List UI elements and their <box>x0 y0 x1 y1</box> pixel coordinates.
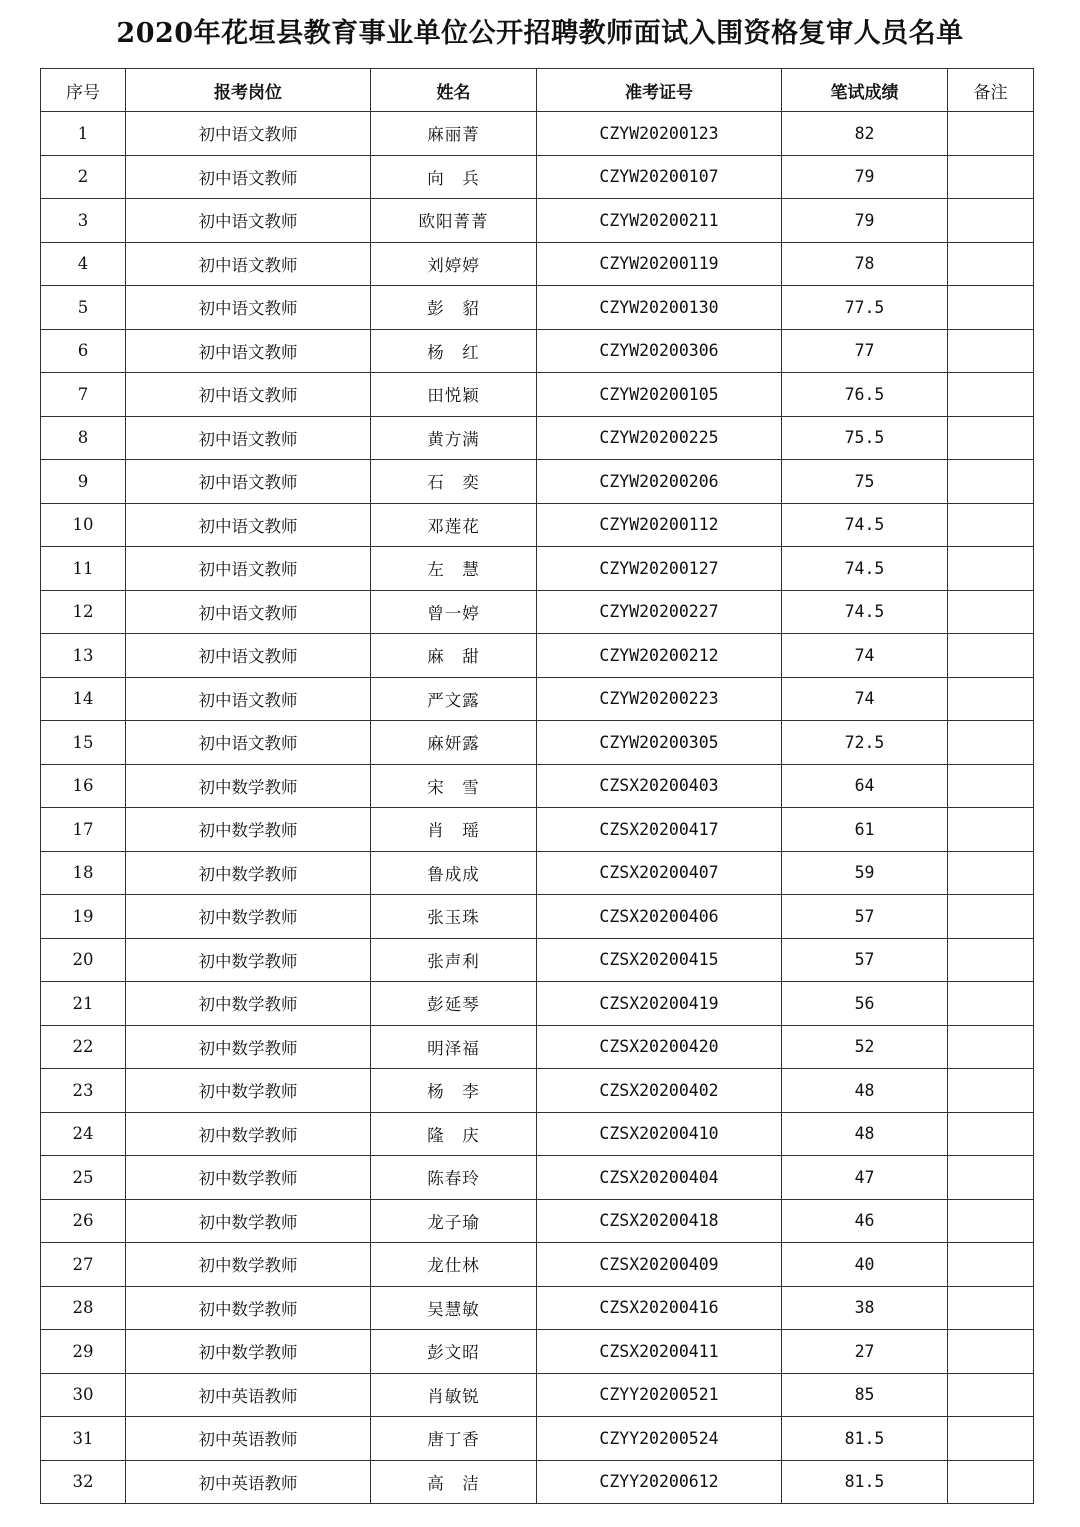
table-row <box>41 721 1034 765</box>
remark-cell <box>948 590 1034 634</box>
remark-cell <box>948 242 1034 286</box>
remark-cell <box>948 329 1034 373</box>
remark-cell <box>948 895 1034 939</box>
score-cell: 76.5 <box>782 373 948 417</box>
seq-cell: 15 <box>41 721 126 765</box>
score-cell: 77.5 <box>782 286 948 330</box>
exam-id-cell: CZYW20200119 <box>537 242 782 286</box>
score-cell: 74 <box>782 634 948 678</box>
remark-cell <box>948 286 1034 330</box>
name-cell: 向 兵 <box>371 155 537 199</box>
position-cell: 初中数学教师 <box>126 938 371 982</box>
score-cell: 56 <box>782 982 948 1026</box>
table-row <box>41 503 1034 547</box>
position-cell: 初中数学教师 <box>126 808 371 852</box>
remark-cell <box>948 1460 1034 1504</box>
remark-cell <box>948 1373 1034 1417</box>
seq-cell: 14 <box>41 677 126 721</box>
remark-cell <box>948 1156 1034 1200</box>
table-row <box>41 1156 1034 1200</box>
table-row <box>41 982 1034 1026</box>
table-row <box>41 1025 1034 1069</box>
name-cell: 张玉珠 <box>371 895 537 939</box>
score-cell: 61 <box>782 808 948 852</box>
remark-cell <box>948 112 1034 156</box>
position-cell: 初中数学教师 <box>126 1286 371 1330</box>
name-cell: 隆 庆 <box>371 1112 537 1156</box>
name-cell: 欧阳菁菁 <box>371 199 537 243</box>
seq-cell: 8 <box>41 416 126 460</box>
position-cell: 初中数学教师 <box>126 764 371 808</box>
remark-cell <box>948 503 1034 547</box>
score-cell: 81.5 <box>782 1417 948 1461</box>
score-cell: 74.5 <box>782 503 948 547</box>
position-cell: 初中语文教师 <box>126 199 371 243</box>
name-cell: 麻 甜 <box>371 634 537 678</box>
table-row <box>41 547 1034 591</box>
exam-id-cell: CZYW20200227 <box>537 590 782 634</box>
table-row <box>41 1286 1034 1330</box>
exam-id-cell: CZSX20200402 <box>537 1069 782 1113</box>
exam-id-cell: CZYW20200225 <box>537 416 782 460</box>
remark-cell <box>948 199 1034 243</box>
table-row <box>41 851 1034 895</box>
remark-cell <box>948 1330 1034 1374</box>
seq-cell: 28 <box>41 1286 126 1330</box>
name-cell: 左 慧 <box>371 547 537 591</box>
exam-id-cell: CZYW20200107 <box>537 155 782 199</box>
score-cell: 72.5 <box>782 721 948 765</box>
score-cell: 27 <box>782 1330 948 1374</box>
score-cell: 79 <box>782 199 948 243</box>
position-cell: 初中数学教师 <box>126 1199 371 1243</box>
score-cell: 75.5 <box>782 416 948 460</box>
exam-id-cell: CZYW20200206 <box>537 460 782 504</box>
score-cell: 74.5 <box>782 547 948 591</box>
score-cell: 52 <box>782 1025 948 1069</box>
name-cell: 曾一婷 <box>371 590 537 634</box>
name-cell: 肖敏锐 <box>371 1373 537 1417</box>
position-cell: 初中数学教师 <box>126 1025 371 1069</box>
name-cell: 严文露 <box>371 677 537 721</box>
seq-cell: 22 <box>41 1025 126 1069</box>
position-cell: 初中语文教师 <box>126 155 371 199</box>
exam-id-cell: CZSX20200416 <box>537 1286 782 1330</box>
table-row <box>41 1112 1034 1156</box>
name-cell: 杨 李 <box>371 1069 537 1113</box>
exam-id-cell: CZYY20200521 <box>537 1373 782 1417</box>
score-cell: 79 <box>782 155 948 199</box>
table-row <box>41 1330 1034 1374</box>
table-row <box>41 373 1034 417</box>
position-cell: 初中语文教师 <box>126 547 371 591</box>
seq-cell: 25 <box>41 1156 126 1200</box>
seq-cell: 19 <box>41 895 126 939</box>
name-cell: 麻丽菁 <box>371 112 537 156</box>
name-cell: 彭 貂 <box>371 286 537 330</box>
seq-cell: 20 <box>41 938 126 982</box>
position-cell: 初中数学教师 <box>126 982 371 1026</box>
position-cell: 初中语文教师 <box>126 373 371 417</box>
exam-id-cell: CZYW20200123 <box>537 112 782 156</box>
seq-cell: 2 <box>41 155 126 199</box>
position-cell: 初中数学教师 <box>126 895 371 939</box>
seq-cell: 16 <box>41 764 126 808</box>
table-row <box>41 634 1034 678</box>
exam-id-cell: CZSX20200415 <box>537 938 782 982</box>
remark-cell <box>948 1243 1034 1287</box>
header-seq: 序号 <box>41 69 126 112</box>
name-cell: 田悦颖 <box>371 373 537 417</box>
remark-cell <box>948 547 1034 591</box>
page-title: 2020年花垣县教育事业单位公开招聘教师面试入围资格复审人员名单 <box>116 18 964 49</box>
header-exam-id: 准考证号 <box>537 69 782 112</box>
table-row <box>41 590 1034 634</box>
name-cell: 明泽福 <box>371 1025 537 1069</box>
exam-id-cell: CZSX20200410 <box>537 1112 782 1156</box>
header-row <box>41 69 1034 112</box>
name-cell: 麻妍露 <box>371 721 537 765</box>
seq-cell: 31 <box>41 1417 126 1461</box>
seq-cell: 18 <box>41 851 126 895</box>
remark-cell <box>948 721 1034 765</box>
score-cell: 48 <box>782 1112 948 1156</box>
exam-id-cell: CZYW20200211 <box>537 199 782 243</box>
header-remark: 备注 <box>948 69 1034 112</box>
table-row <box>41 938 1034 982</box>
score-cell: 75 <box>782 460 948 504</box>
position-cell: 初中语文教师 <box>126 112 371 156</box>
position-cell: 初中英语教师 <box>126 1417 371 1461</box>
score-cell: 59 <box>782 851 948 895</box>
exam-id-cell: CZSX20200404 <box>537 1156 782 1200</box>
seq-cell: 23 <box>41 1069 126 1113</box>
score-cell: 78 <box>782 242 948 286</box>
table-row <box>41 329 1034 373</box>
seq-cell: 5 <box>41 286 126 330</box>
name-cell: 邓莲花 <box>371 503 537 547</box>
score-cell: 74.5 <box>782 590 948 634</box>
score-cell: 85 <box>782 1373 948 1417</box>
position-cell: 初中语文教师 <box>126 677 371 721</box>
exam-id-cell: CZYW20200130 <box>537 286 782 330</box>
seq-cell: 29 <box>41 1330 126 1374</box>
table-row <box>41 1243 1034 1287</box>
exam-id-cell: CZYW20200223 <box>537 677 782 721</box>
name-cell: 杨 红 <box>371 329 537 373</box>
remark-cell <box>948 416 1034 460</box>
position-cell: 初中数学教师 <box>126 851 371 895</box>
position-cell: 初中语文教师 <box>126 329 371 373</box>
score-cell: 64 <box>782 764 948 808</box>
name-cell: 黄方满 <box>371 416 537 460</box>
name-cell: 龙子瑜 <box>371 1199 537 1243</box>
exam-id-cell: CZSX20200419 <box>537 982 782 1026</box>
table-row <box>41 677 1034 721</box>
exam-id-cell: CZSX20200403 <box>537 764 782 808</box>
seq-cell: 32 <box>41 1460 126 1504</box>
table-row <box>41 112 1034 156</box>
name-cell: 张声利 <box>371 938 537 982</box>
seq-cell: 12 <box>41 590 126 634</box>
table-row <box>41 1373 1034 1417</box>
table-row <box>41 242 1034 286</box>
position-cell: 初中语文教师 <box>126 721 371 765</box>
seq-cell: 3 <box>41 199 126 243</box>
seq-cell: 9 <box>41 460 126 504</box>
remark-cell <box>948 1199 1034 1243</box>
position-cell: 初中语文教师 <box>126 286 371 330</box>
remark-cell <box>948 851 1034 895</box>
remark-cell <box>948 155 1034 199</box>
position-cell: 初中语文教师 <box>126 416 371 460</box>
name-cell: 龙仕林 <box>371 1243 537 1287</box>
exam-id-cell: CZYW20200105 <box>537 373 782 417</box>
exam-id-cell: CZYW20200306 <box>537 329 782 373</box>
position-cell: 初中英语教师 <box>126 1373 371 1417</box>
position-cell: 初中英语教师 <box>126 1460 371 1504</box>
table-row <box>41 1199 1034 1243</box>
exam-id-cell: CZYW20200212 <box>537 634 782 678</box>
exam-id-cell: CZYY20200612 <box>537 1460 782 1504</box>
seq-cell: 21 <box>41 982 126 1026</box>
exam-id-cell: CZSX20200406 <box>537 895 782 939</box>
seq-cell: 24 <box>41 1112 126 1156</box>
seq-cell: 17 <box>41 808 126 852</box>
table-row <box>41 199 1034 243</box>
score-cell: 40 <box>782 1243 948 1287</box>
position-cell: 初中语文教师 <box>126 242 371 286</box>
header-name: 姓名 <box>371 69 537 112</box>
name-cell: 彭文昭 <box>371 1330 537 1374</box>
seq-cell: 26 <box>41 1199 126 1243</box>
table-row <box>41 416 1034 460</box>
remark-cell <box>948 808 1034 852</box>
exam-id-cell: CZYW20200112 <box>537 503 782 547</box>
score-cell: 82 <box>782 112 948 156</box>
name-cell: 石 奕 <box>371 460 537 504</box>
seq-cell: 13 <box>41 634 126 678</box>
score-cell: 38 <box>782 1286 948 1330</box>
position-cell: 初中数学教师 <box>126 1330 371 1374</box>
score-cell: 77 <box>782 329 948 373</box>
table-header <box>41 69 1034 112</box>
table-body <box>41 112 1034 1504</box>
score-cell: 46 <box>782 1199 948 1243</box>
seq-cell: 10 <box>41 503 126 547</box>
remark-cell <box>948 1025 1034 1069</box>
name-cell: 高 洁 <box>371 1460 537 1504</box>
exam-id-cell: CZYW20200127 <box>537 547 782 591</box>
name-cell: 刘婷婷 <box>371 242 537 286</box>
score-cell: 57 <box>782 938 948 982</box>
remark-cell <box>948 373 1034 417</box>
seq-cell: 30 <box>41 1373 126 1417</box>
remark-cell <box>948 677 1034 721</box>
exam-id-cell: CZSX20200411 <box>537 1330 782 1374</box>
header-position: 报考岗位 <box>126 69 371 112</box>
seq-cell: 1 <box>41 112 126 156</box>
remark-cell <box>948 764 1034 808</box>
exam-id-cell: CZYY20200524 <box>537 1417 782 1461</box>
exam-id-cell: CZYW20200305 <box>537 721 782 765</box>
table-row <box>41 1460 1034 1504</box>
name-cell: 吴慧敏 <box>371 1286 537 1330</box>
table-row <box>41 1417 1034 1461</box>
name-cell: 宋 雪 <box>371 764 537 808</box>
position-cell: 初中语文教师 <box>126 460 371 504</box>
header-score: 笔试成绩 <box>782 69 948 112</box>
score-cell: 48 <box>782 1069 948 1113</box>
score-cell: 57 <box>782 895 948 939</box>
remark-cell <box>948 634 1034 678</box>
position-cell: 初中数学教师 <box>126 1243 371 1287</box>
exam-id-cell: CZSX20200418 <box>537 1199 782 1243</box>
seq-cell: 27 <box>41 1243 126 1287</box>
seq-cell: 11 <box>41 547 126 591</box>
table-row <box>41 286 1034 330</box>
score-cell: 74 <box>782 677 948 721</box>
position-cell: 初中语文教师 <box>126 590 371 634</box>
exam-id-cell: CZSX20200417 <box>537 808 782 852</box>
position-cell: 初中数学教师 <box>126 1156 371 1200</box>
position-cell: 初中数学教师 <box>126 1069 371 1113</box>
remark-cell <box>948 1417 1034 1461</box>
remark-cell <box>948 982 1034 1026</box>
remark-cell <box>948 460 1034 504</box>
name-cell: 彭延琴 <box>371 982 537 1026</box>
table-row <box>41 895 1034 939</box>
position-cell: 初中语文教师 <box>126 503 371 547</box>
table-row <box>41 155 1034 199</box>
score-cell: 47 <box>782 1156 948 1200</box>
table-row <box>41 460 1034 504</box>
seq-cell: 7 <box>41 373 126 417</box>
seq-cell: 6 <box>41 329 126 373</box>
candidate-table <box>40 68 1034 1504</box>
name-cell: 陈春玲 <box>371 1156 537 1200</box>
remark-cell <box>948 1112 1034 1156</box>
position-cell: 初中数学教师 <box>126 1112 371 1156</box>
score-cell: 81.5 <box>782 1460 948 1504</box>
exam-id-cell: CZSX20200420 <box>537 1025 782 1069</box>
name-cell: 唐丁香 <box>371 1417 537 1461</box>
name-cell: 肖 瑶 <box>371 808 537 852</box>
table-row <box>41 1069 1034 1113</box>
table-row <box>41 808 1034 852</box>
exam-id-cell: CZSX20200407 <box>537 851 782 895</box>
remark-cell <box>948 938 1034 982</box>
remark-cell <box>948 1286 1034 1330</box>
exam-id-cell: CZSX20200409 <box>537 1243 782 1287</box>
remark-cell <box>948 1069 1034 1113</box>
name-cell: 鲁成成 <box>371 851 537 895</box>
seq-cell: 4 <box>41 242 126 286</box>
position-cell: 初中语文教师 <box>126 634 371 678</box>
table-row <box>41 764 1034 808</box>
